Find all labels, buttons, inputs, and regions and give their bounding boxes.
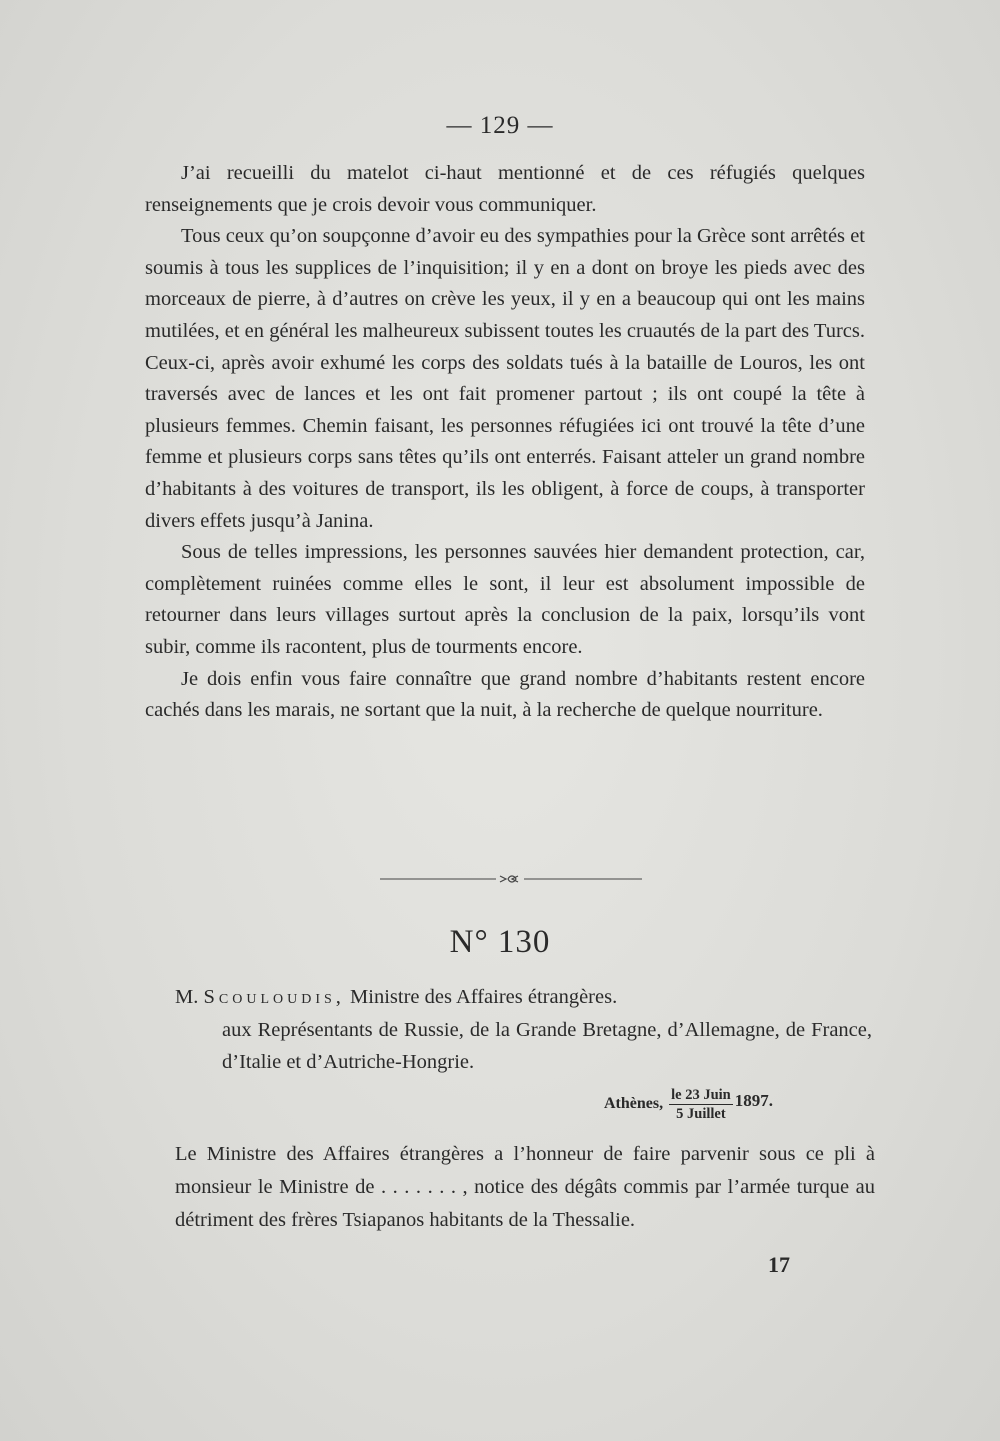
paragraph: J’ai recueilli du matelot ci-haut mentionné et de ces réfugiés quelques renseignements que je crois devoir vous communiquer. xyxy=(145,162,865,216)
dateline-year: 1897. xyxy=(734,1091,773,1110)
sender-line xyxy=(175,982,875,1012)
dateline-place: Athènes, xyxy=(604,1095,664,1112)
dateline-date-top: le 23 Juin xyxy=(671,1086,731,1103)
sender-title: Ministre des Affaires étrangères. xyxy=(350,986,618,1008)
recipients: aux Représentants de Russie, de la Grande Bretagne, d’Allemagne, de France, d’Italie et d’Autriche-Hongrie. xyxy=(222,1019,872,1073)
closing-paragraph: Le Ministre des Affaires étrangères a l’honneur de faire parvenir sous ce pli à monsieur le Ministre de . . . . . . . , notice des dégâts commis par l’armée turque au détriment des frères Tsiapanos habitants de la Thessalie. xyxy=(175,1143,875,1231)
dateline-date-fraction xyxy=(669,1087,733,1122)
sender-name: Scouloudis, xyxy=(203,986,345,1008)
dateline-date-bottom: 5 Juillet xyxy=(676,1105,726,1122)
letter-body xyxy=(145,158,865,727)
document-number: N° 130 xyxy=(449,924,551,960)
paragraph: Je dois enfin vous faire connaître que grand nombre d’habitants restent encore cachés dans les marais, ne sortant que la nuit, à la recherche de quelque nourriture. xyxy=(145,667,865,722)
paragraph: Sous de telles impressions, les personnes sauvées hier demandent protection, car, complètement ruinées comme elles le sont, il leur est absolument impossible de retourner dans leurs villages surtout après la conclusion de la paix, lorsqu’ils vont subir, comme ils racontent, plus de tourments encore. xyxy=(145,541,865,658)
paragraph: Tous ceux qu’on soupçonne d’avoir eu des sympathies pour la Grèce sont arrêtés et soumis à tous les supplices de l’inquisition; il y en a dont on broye les pieds avec des morceaux de pierre, à d’autres on crève les yeux, il y en a beaucoup qui ont les mains mutilées, et en général les malheureux subissent toutes les cruautés de la part des Turcs. Ceux-ci, après avoir exhumé les corps des soldats tués à la bataille de Louros, les ont traversés avec de lances et les ont fait promener partout ; ils ont coupé la tête à plusieurs femmes. Chemin faisant, les personnes réfugiées ici ont trouvé la tête d’une femme et plusieurs corps sans têtes qu’ils ont enterrés. Faisant atteler un grand nombre d’habitants à des voitures de transport, ils les obligent, à force de coups, à transporter divers effets jusqu’à Janina. xyxy=(145,225,865,532)
dateline xyxy=(604,1084,773,1124)
sender-prefix: M. xyxy=(175,986,199,1008)
page-number: — 129 — xyxy=(446,112,554,139)
closing-body xyxy=(175,1138,875,1237)
ornamental-divider xyxy=(380,872,642,886)
signature-mark: 17 xyxy=(768,1252,790,1277)
